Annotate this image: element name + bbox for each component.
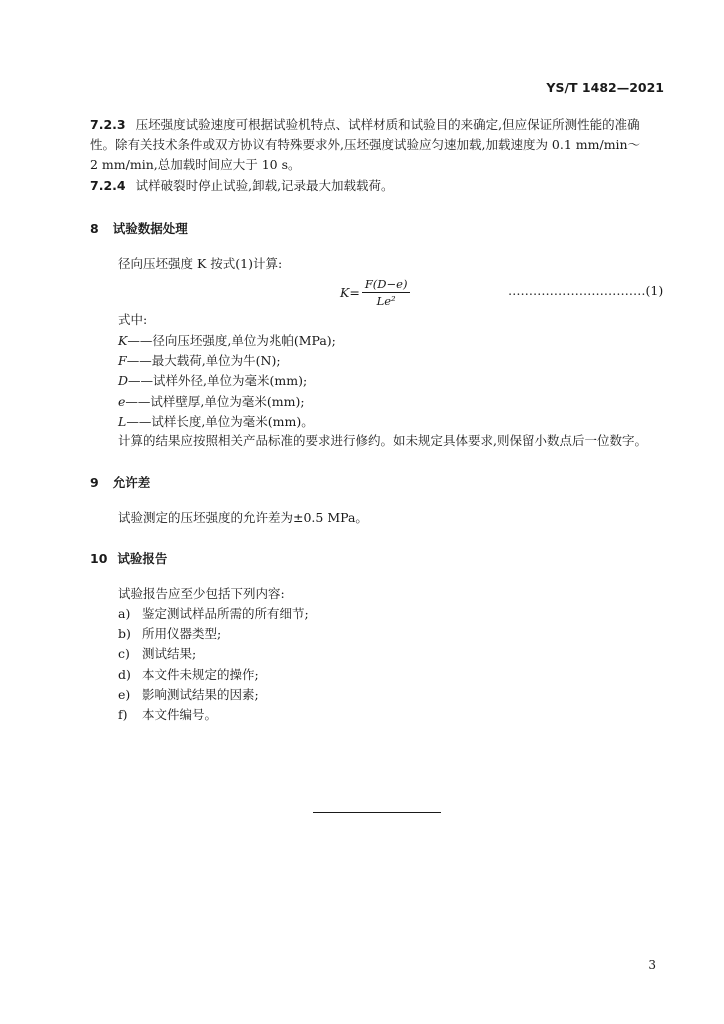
variable-row [118, 371, 336, 391]
clause-text-line: 性。除有关技术条件或双方协议有特殊要求外,压坯强度试验应匀速加载,加载速度为 0.1 mm/min～ [90, 137, 641, 152]
list-text: 鉴定测试样品所需的所有细节; [142, 606, 309, 621]
list-text: 本文件编号。 [142, 707, 218, 723]
clause-number: 7.2.4 [90, 178, 126, 193]
list-text: 本文件未规定的操作; [142, 666, 259, 682]
list-marker: e) [118, 686, 131, 702]
end-separator-line [313, 812, 441, 813]
list-marker: a) [118, 606, 131, 621]
variable-row [118, 351, 336, 371]
list-item [118, 705, 309, 725]
page-number: 3 [648, 958, 656, 972]
list-text: 影响测试结果的因素; [142, 686, 259, 702]
variable-desc: ——试样外径,单位为毫米(mm); [128, 373, 308, 389]
tolerance-text: 试验测定的压坯强度的允许差为±0.5 MPa。 [118, 510, 368, 525]
variable-desc: ——径向压坯强度,单位为兆帕(MPa); [127, 333, 336, 348]
clause-text-line: 2 mm/min,总加载时间应大于 10 s。 [90, 157, 301, 172]
list-item [118, 604, 309, 624]
section-number: 8 [90, 221, 99, 236]
formula-numerator: F(D−e) [362, 276, 411, 293]
rounding-note: 计算的结果应按照相关产品标准的要求进行修约。如未规定具体要求,则保留小数点后一位数字。 [118, 433, 647, 448]
variable-desc: ——试样壁厚,单位为毫米(mm); [125, 393, 305, 409]
section-number: 9 [90, 475, 99, 490]
variable-list [118, 331, 336, 432]
section-heading-10 [90, 549, 167, 567]
list-text: 测试结果; [142, 646, 197, 662]
variable-row [118, 392, 336, 412]
standard-code: YS/T 1482—2021 [546, 80, 664, 95]
list-marker: f) [118, 707, 128, 723]
list-item [118, 685, 309, 705]
variable-symbol: e [118, 393, 126, 409]
where-label: 式中: [118, 312, 148, 327]
variable-desc: ——试样长度,单位为毫米(mm)。 [126, 413, 314, 429]
list-text: 所用仪器类型; [142, 626, 222, 642]
formula-intro: 径向压坯强度 K 按式(1)计算: [118, 256, 283, 271]
variable-symbol: F [118, 353, 127, 369]
report-intro: 试验报告应至少包括下列内容: [118, 586, 285, 601]
formula-1 [340, 276, 410, 309]
section-heading-9 [90, 473, 150, 491]
report-items-list [118, 604, 309, 725]
clause-text-line: 压坯强度试验速度可根据试验机特点、试样材质和试验目的来确定,但应保证所测性能的准确 [135, 117, 640, 132]
clause-text: 试样破裂时停止试验,卸载,记录最大加载载荷。 [135, 178, 394, 193]
variable-row [118, 412, 336, 432]
list-item [118, 644, 309, 664]
formula-lhs: K= [340, 285, 360, 300]
list-marker: b) [118, 626, 131, 642]
section-title: 试验报告 [117, 551, 168, 566]
list-marker: c) [118, 646, 130, 662]
equation-number: ……………………………(1) [508, 283, 664, 298]
list-item [118, 624, 309, 644]
clause-7-2-4 [90, 176, 662, 196]
variable-symbol: L [118, 413, 127, 429]
clause-number: 7.2.3 [90, 117, 126, 132]
clause-7-2-3 [90, 115, 662, 175]
list-marker: d) [118, 666, 131, 682]
section-title: 允许差 [112, 475, 151, 490]
variable-symbol: K [118, 333, 128, 348]
section-number: 10 [90, 551, 108, 566]
formula-fraction [362, 276, 411, 309]
section-heading-8 [90, 219, 188, 237]
section-title: 试验数据处理 [112, 221, 188, 236]
list-item [118, 665, 309, 685]
variable-symbol: D [118, 373, 129, 389]
formula-denominator: Le² [376, 294, 396, 308]
variable-row [118, 331, 336, 351]
variable-desc: ——最大载荷,单位为牛(N); [126, 353, 281, 369]
